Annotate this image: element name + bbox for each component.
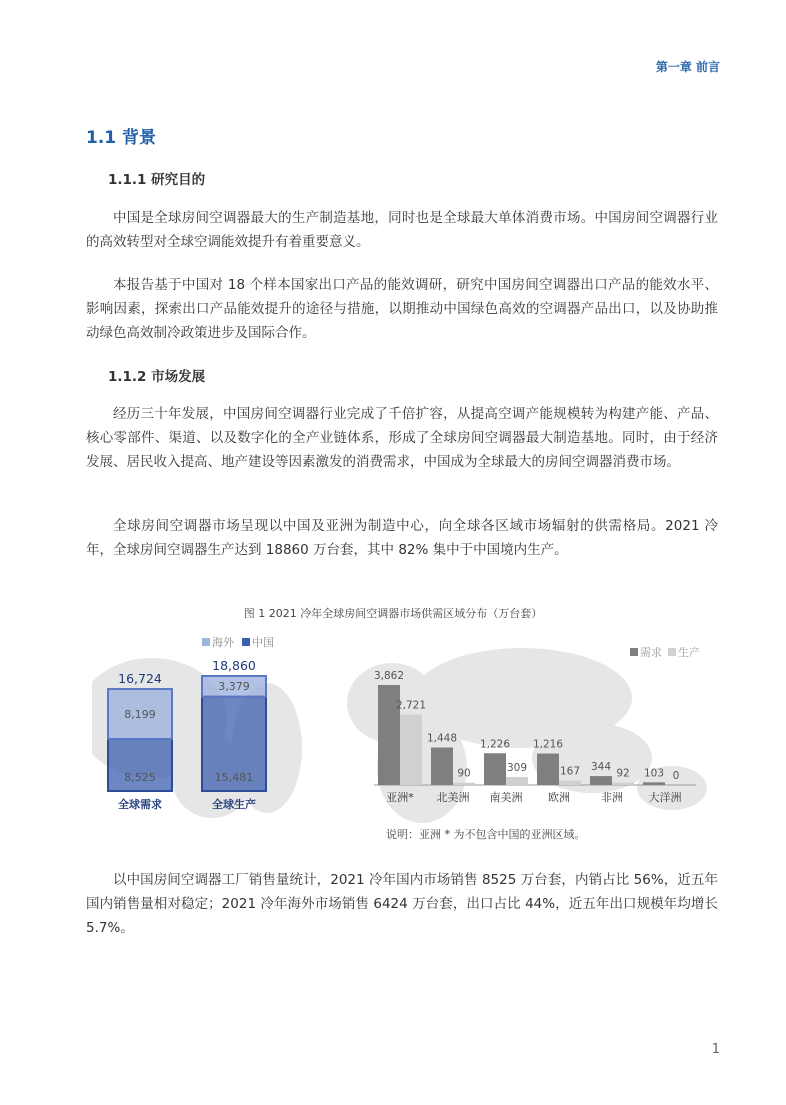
legend-label-overseas: 海外 [212,636,234,649]
data-label-production-4: 92 [616,767,630,780]
data-label-china-0: 8,525 [124,771,156,784]
bar-production-0 [400,715,422,785]
bar-production-1 [453,783,475,785]
data-label-demand-5: 103 [643,767,665,780]
paragraph-5: 以中国房间空调器工厂销售量统计，2021 冷年国内市场销售 8525 万台套，内销占比 56%，近五年国内销售量相对稳定；2021 冷年海外市场销售 6424 万台套，出口占比 44%，近五年出口规模年均增长 5.7%。 [86,872,718,936]
chapter-header: 第一章 前言 [655,60,720,74]
bar-production-4 [612,783,634,785]
category-label-region-5: 大洋洲 [648,791,682,804]
figure-chart [92,628,717,828]
bar-production-2 [506,777,528,785]
category-label-region-2: 南美洲 [489,791,523,804]
category-label-region-1: 北美洲 [436,791,470,804]
section-title: 1.1 背景 [86,128,157,148]
data-label-demand-2: 1,226 [479,738,511,751]
data-label-china-1: 15,481 [214,771,254,784]
paragraph-4: 全球房间空调器市场呈现以中国及亚洲为制造中心，向全球各区域市场辐射的供需格局。2021 冷年，全球房间空调器生产达到 18860 万台套，其中 82% 集中于中国境内生产。 [86,518,718,558]
data-label-demand-4: 344 [590,761,612,774]
category-label-region-4: 非洲 [601,791,623,804]
figure-note: 说明：亚洲 * 为不包含中国的亚洲区域。 [386,828,586,841]
bar-production-3 [559,781,581,785]
data-label-production-5: 0 [672,770,680,782]
total-label-1: 18,860 [212,658,256,673]
bar-demand-4 [590,776,612,785]
legend-swatch-demand [630,648,638,656]
bar-demand-3 [537,754,559,785]
paragraph-2: 本报告基于中国对 18 个样本国家出口产品的能效调研，研究中国房间空调器出口产品的能效水平、影响因素，探索出口产品能效提升的途径与措施，以期推动中国绿色高效的空调器产品出口，以及协助推动绿色高效制冷政策进步及国际合作。 [86,277,718,341]
chart-svg [92,628,717,828]
subsection-title-market: 1.1.2 市场发展 [108,369,206,385]
legend-label-production: 生产 [678,646,700,659]
data-label-production-2: 309 [506,761,528,774]
paragraph-1: 中国是全球房间空调器最大的生产制造基地，同时也是全球最大单体消费市场。中国房间空调器行业的高效转型对全球空调能效提升有着重要意义。 [86,210,718,250]
category-label-region-0: 亚洲* [386,791,414,804]
legend-swatch-production [668,648,676,656]
data-label-demand-0: 3,862 [373,670,405,682]
legend-label-demand: 需求 [640,646,662,659]
legend-swatch-china [242,638,250,646]
data-label-demand-3: 1,216 [532,738,564,751]
legend-swatch-overseas [202,638,210,646]
data-label-production-1: 90 [457,767,471,780]
subsection-title-research: 1.1.1 研究目的 [108,172,206,188]
page-number: 1 [711,1042,720,1057]
bar-demand-5 [643,782,665,785]
data-label-overseas-1: 3,379 [218,680,250,693]
figure-caption: 图 1 2021 冷年全球房间空调器市场供需区域分布（万台套） [243,607,543,620]
bar-demand-2 [484,753,506,785]
data-label-overseas-0: 8,199 [124,708,156,722]
data-label-production-3: 167 [559,765,581,778]
category-label-0: 全球需求 [118,798,162,811]
total-label-0: 16,724 [118,671,162,687]
bar-demand-1 [431,748,453,785]
data-label-production-0: 2,721 [395,699,427,712]
legend-label-china: 中国 [252,636,274,649]
category-label-region-3: 欧洲 [548,791,570,804]
category-label-1: 全球生产 [212,798,256,811]
data-label-demand-1: 1,448 [426,732,458,745]
paragraph-3: 经历三十年发展，中国房间空调器行业完成了千倍扩容，从提高空调产能规模转为构建产能、产品、核心零部件、渠道、以及数字化的全产业链体系，形成了全球房间空调器最大制造基地。同时，由于经济发展、居民收入提高、地产建设等因素激发的消费需求，中国成为全球最大的房间空调器消费市场。 [86,406,718,470]
